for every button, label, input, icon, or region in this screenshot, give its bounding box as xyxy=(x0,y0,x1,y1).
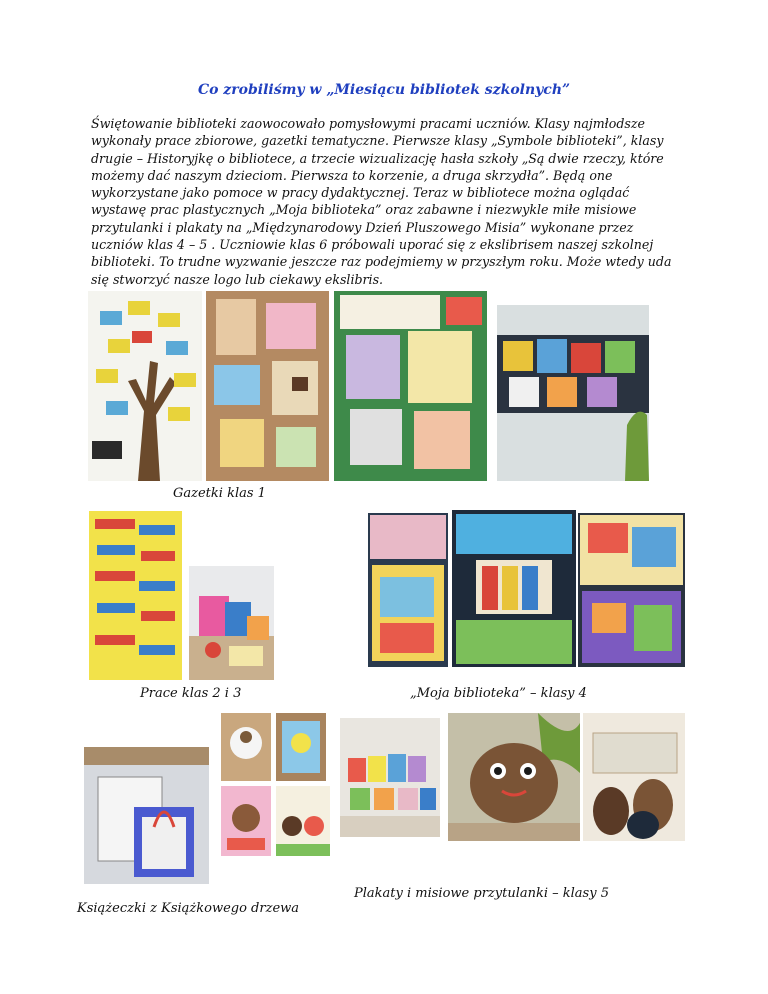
photo-green-board xyxy=(334,291,487,481)
caption-plakaty: Plakaty i misiowe przytulanki – klasy 5 xyxy=(354,886,609,901)
photo-exhibition-wall xyxy=(497,305,649,481)
photo-drawings-middle xyxy=(452,510,576,667)
photo-bear-poster-4 xyxy=(276,786,330,856)
caption-ksiazeczki: Książeczki z Książkowego drzewa xyxy=(77,901,300,916)
photo-bear-poster-2 xyxy=(276,713,326,781)
photo-booklets xyxy=(84,747,209,884)
photo-bear-poster-1 xyxy=(221,713,271,781)
page-title: Co zrobiliśmy w „Miesiącu bibliotek szkolnych” xyxy=(197,82,571,98)
caption-gazetki: Gazetki klas 1 xyxy=(173,486,266,501)
photo-teddy-bears xyxy=(583,713,685,841)
photo-drawings-left xyxy=(368,513,448,667)
photo-yellow-board xyxy=(89,511,182,680)
photo-drawings-right xyxy=(578,513,685,667)
body-paragraph: Świętowanie biblioteki zaowocowało pomysłowymi pracami uczniów. Klasy najmłodsze wykonały prace zbiorowe, gazetki tematyczne. Pierwsze klasy „Symbole biblioteki”, klasy drugie – Historyjkę o bibliotece, a trzecie wizualizację hasła szkoły „Są dwie rzeczy, które możemy dać naszym dzieciom. Pierwsza to korzenie, a druga skrzydła”. Będą one wykorzystane jako pomoce w pracy dydaktycznej. Teraz w bibliotece można oglądać wystawę prac plastycznych „Moja biblioteka” oraz zabawne i niezwykle miłe misiowe przytulanki i plakaty na „Międzynarodowy Dzień Pluszowego Misia” wykonane przez uczniów klas 4 – 5 . Uczniowie klas 6 próbowali uporać się z ekslibrisem naszej szkolnej biblioteki. To trudne wyzwanie jeszcze raz podejmiemy w przyszłym roku. Może wtedy uda się stworzyć nasze logo lub ciekawy ekslibris. xyxy=(91,116,672,287)
caption-prace: Prace klas 2 i 3 xyxy=(140,686,242,701)
photo-brown-board xyxy=(206,291,329,481)
photo-bear-poster-3 xyxy=(221,786,271,856)
photo-book-tree xyxy=(88,291,202,481)
caption-moja: „Moja biblioteka” – klasy 4 xyxy=(410,686,587,701)
photo-plush-bear xyxy=(448,713,580,841)
photo-poster-table xyxy=(340,718,440,837)
photo-crafts xyxy=(189,566,274,680)
